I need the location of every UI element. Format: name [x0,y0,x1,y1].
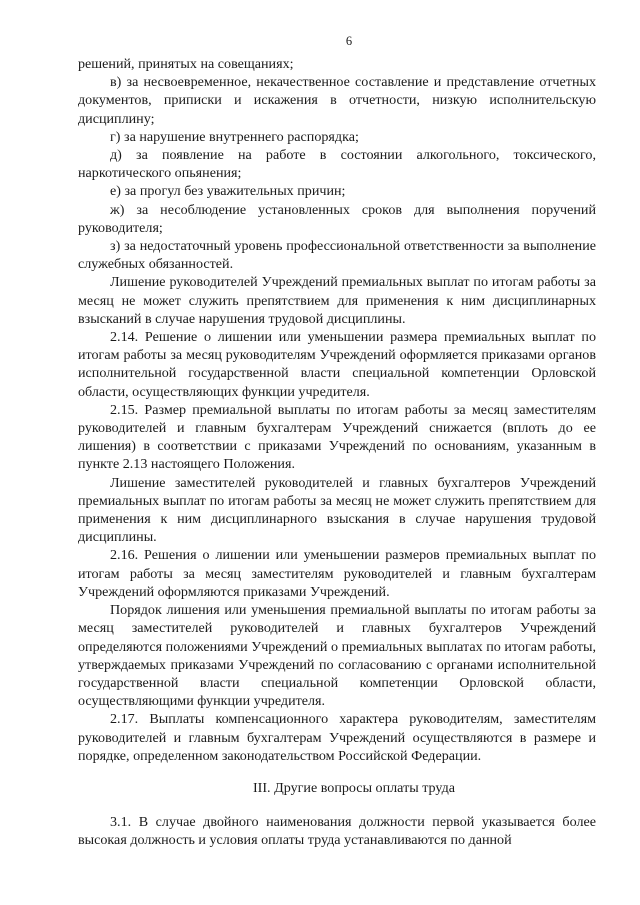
body-text [78,55,596,765]
paragraph: е) за прогул без уважительных причин; [110,183,346,200]
paragraph: д) за появление на работе в состоянии алкогольного, токсического, наркотического опьянения; [78,147,596,182]
paragraph: в) за несвоевременное, некачественное составление и представление отчетных документов, приписки и искажения в отчетности, низкую исполнительскую дисциплину; [78,74,596,127]
section-body-text [78,813,596,849]
paragraph: Порядок лишения или уменьшения премиальной выплаты по итогам работы за месяц заместителей руководителей и главных бухгалтеров Учреждений определяются положениями Учреждений о премиальных выплатах по итогам работы, утверждаемых приказами Учреждений по согласованию с органами исполнительной государственной власти специальной компетенции Орловской области, осуществляющими функции учредителя. [78,602,596,710]
paragraph: 2.16. Решения о лишении или уменьшении размеров премиальных выплат по итогам работы за месяц заместителям руководителей и главным бухгалтерам Учреждений оформляются приказами Учреждений. [78,547,596,600]
paragraph: Лишение заместителей руководителей и главных бухгалтеров Учреждений премиальных выплат по итогам работы за месяц не может служить препятствием для применения к ним дисциплинарного взыскания в случае нарушения трудовой дисциплины. [78,474,596,546]
paragraph: 2.15. Размер премиальной выплаты по итогам работы за месяц заместителям руководителей и главным бухгалтерам Учреждений снижается (вплоть до ее лишения) в соответствии с приказами Учреждений по основаниям, указанным в пункте 2.13 настоящего Положения. [78,401,596,473]
paragraph: з) за недостаточный уровень профессиональной ответственности за выполнение служебных обязанностей. [78,238,596,273]
paragraph: ж) за несоблюдение установленных сроков для выполнения поручений руководителя; [78,201,596,236]
paragraph: Лишение руководителей Учреждений премиальных выплат по итогам работы за месяц не может служить препятствием для применения к ним дисциплинарных взысканий в случае нарушения трудовой дисциплины. [78,274,596,327]
page-number: 6 [345,34,353,48]
paragraph: решений, принятых на совещаниях; [78,56,294,72]
paragraph: 3.1. В случае двойного наименования должности первой указывается более высокая должность и условия оплаты труда устанавливаются по данной [78,814,596,849]
section-heading: III. Другие вопросы оплаты труда [252,779,456,796]
paragraph: 2.17. Выплаты компенсационного характера руководителям, заместителям руководителей и главным бухгалтерам Учреждений осуществляются в размере и порядке, определенном законодательством Российской Федерации. [78,711,596,764]
paragraph: 2.14. Решение о лишении или уменьшении размера премиальных выплат по итогам работы за месяц руководителям Учреждений оформляется приказами органов исполнительной государственной власти специальной компетенции Орловской области, осуществляющих функции учредителя. [78,329,596,400]
paragraph: г) за нарушение внутреннего распорядка; [110,128,359,145]
